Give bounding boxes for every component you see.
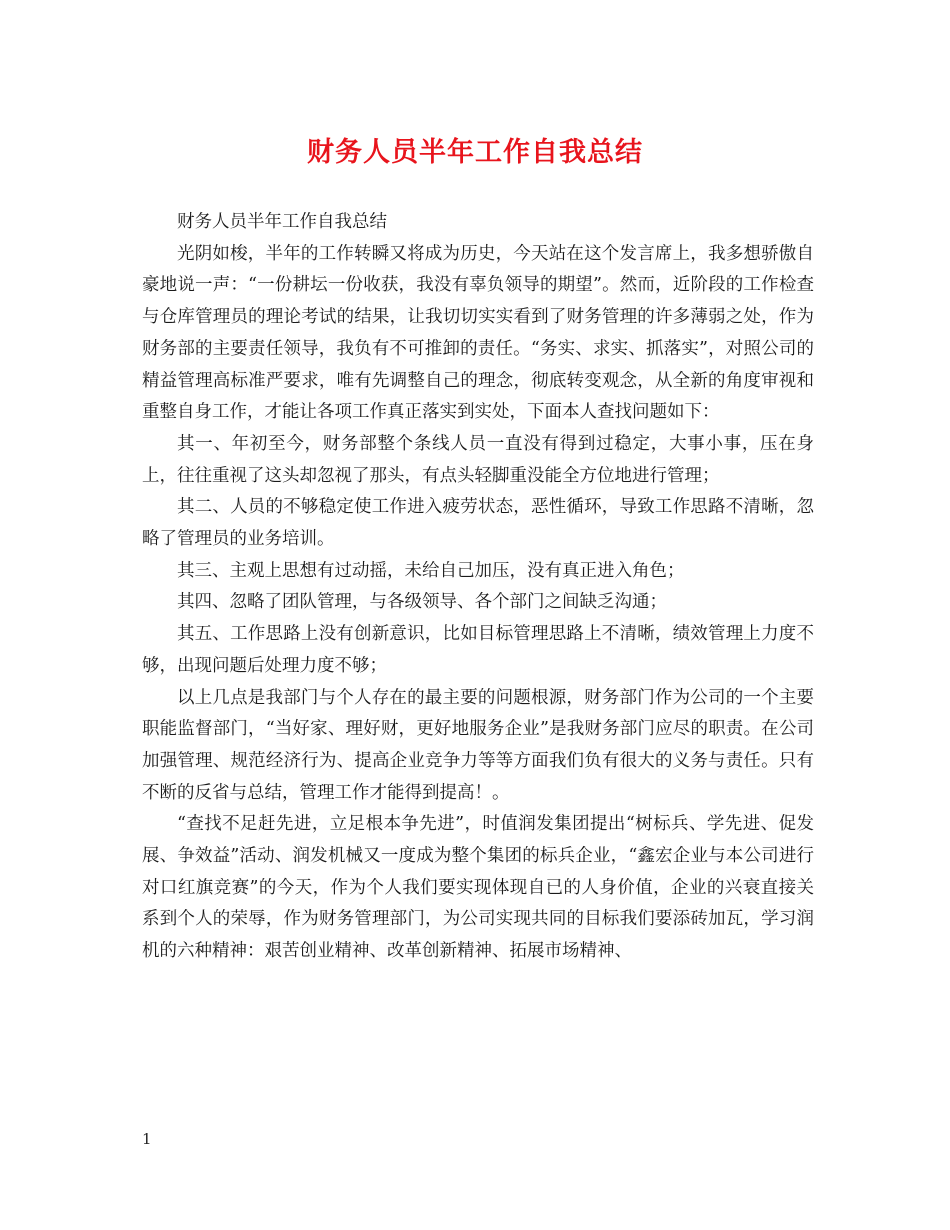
paragraph-issue-3: 其三、主观上思想有过动摇，未给自己加压，没有真正进入角色； (177, 560, 685, 581)
paragraph-subtitle: 财务人员半年工作自我总结 (177, 212, 387, 232)
document-title: 财务人员半年工作自我总结 (307, 137, 643, 168)
page-number: 1 (142, 1130, 152, 1148)
paragraph-issue-2: 其二、人员的不够稳定使工作进入疲劳状态，恶性循环，导致工作思路不清晰，忽略了管理员的业务培训。 (142, 497, 814, 550)
paragraph-issue-4: 其四、忽略了团队管理，与各级领导、各个部门之间缺乏沟通； (177, 592, 667, 613)
paragraph-outlook: “查找不足赶先进，立足根本争先进”，时值润发集团提出“树标兵、学先进、促发展、争效益”活动、润发机械又一度成为整个集团的标兵企业，“鑫宏企业与本公司进行对口红旗竞赛”的今天，作为个人我们要实现体现自已的人身价值，企业的兴衰直接关系到个人的荣辱，作为财务管理部门，为公司实现共同的目标我们要添砖加瓦，学习润机的六种精神：艰苦创业精神、改革创新精神、拓展市场精神、 (142, 814, 814, 962)
paragraph-issue-5: 其五、工作思路上没有创新意识，比如目标管理思路上不清晰，绩效管理上力度不够，出现问题后处理力度不够； (142, 624, 814, 676)
paragraph-intro: 光阴如梭，半年的工作转瞬又将成为历史，今天站在这个发言席上，我多想骄傲自豪地说一声：“一份耕坛一份收获，我没有辜负领导的期望”。然而，近阶段的工作检查与仓库管理员的理论考试的结果，让我切切实实看到了财务管理的许多薄弱之处，作为财务部的主要责任领导，我负有不可推卸的责任。“务实、求实、抓落实”，对照公司的精益管理高标准严要求，唯有先调整自己的理念，彻底转变观念，从全新的角度审视和重整自身工作，才能让各项工作真正落实到实处，下面本人查找问题如下： (142, 243, 814, 423)
paragraph-summary: 以上几点是我部门与个人存在的最主要的问题根源，财务部门作为公司的一个主要职能监督部门，“当好家、理好财，更好地服务企业”是我财务部门应尽的职责。在公司加强管理、规范经济行为、提高企业竞争力等等方面我们负有很大的义务与责任。只有不断的反省与总结，管理工作才能得到提高！。 (142, 687, 814, 803)
document-body (142, 207, 814, 968)
paragraph-issue-1: 其一、年初至今，财务部整个条线人员一直没有得到过稳定，大事小事，压在身上，往往重视了这头却忽视了那头，有点头轻脚重没能全方位地进行管理； (142, 433, 814, 486)
